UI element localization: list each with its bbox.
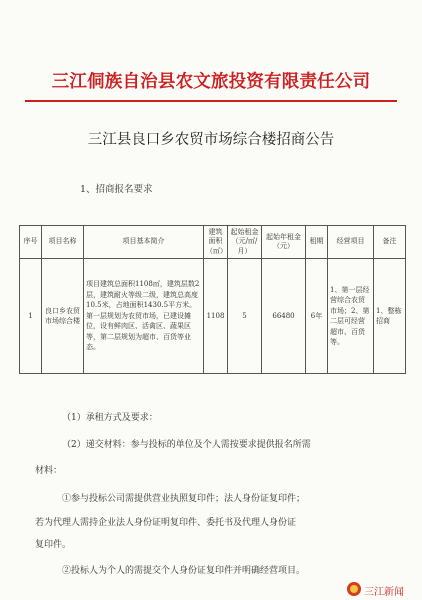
cell-project-intro <box>84 259 204 374</box>
watermark-logo <box>347 580 421 598</box>
header-area: 建筑面积（㎡） <box>204 226 228 259</box>
project-table <box>19 225 406 374</box>
cell-annual-rent: 66480 <box>262 259 306 374</box>
paragraph-materials-cont: 材料： <box>35 466 63 476</box>
paragraph-agent-docs: 若为代理人需持企业法人身份证明复印件、委托书及代理人身份证 <box>35 518 297 528</box>
cell-lease-term: 6年 <box>306 259 328 374</box>
cell-remarks: 1、整栋招商 <box>374 259 406 374</box>
paragraph-materials: （2）递交材料：参与投标的单位及个人需按要求提供报名所需 <box>62 440 311 450</box>
header-lease-term: 租期 <box>306 226 328 259</box>
intro-paragraph-1: 项目建筑总面积1108㎡，建筑层数2层，建筑耐火等级二级，建筑总高度10.5米，占地面积1430.5平方米。 <box>86 280 200 310</box>
header-project-intro: 项目基本简介 <box>84 226 204 259</box>
header-index: 序号 <box>20 226 42 259</box>
intro-paragraph-2: 第一层规划为农贸市场，已建设摊位，设有鲜肉区、活禽区、蔬果区等，第二层规划为超市、百货等业态。 <box>86 311 191 352</box>
company-header: 三江侗族自治县农文旅投资有限责任公司 <box>51 72 371 92</box>
cell-project-name: 良口乡农贸市场综合楼 <box>42 259 84 374</box>
header-project-name: 项目名称 <box>42 226 84 259</box>
table-header-row <box>20 226 406 259</box>
header-start-rent: 起始租金（元/㎡/月） <box>228 226 262 259</box>
paragraph-lease-method: （1）承租方式及要求： <box>62 413 158 423</box>
section-heading: 1、招商报名要求 <box>80 184 153 195</box>
paragraph-individual-docs: ②投标人为个人的需提交个人身份证复印件并明确经营项目。 <box>62 566 306 576</box>
header-annual-rent: 起始年租金（元） <box>262 226 306 259</box>
cell-index: 1 <box>20 259 42 374</box>
header-remarks: 备注 <box>374 226 406 259</box>
watermark-text: 三江新闻 <box>364 587 404 598</box>
header-rule <box>25 100 397 102</box>
cell-start-rent: 5 <box>228 259 262 374</box>
announcement-title: 三江县良口乡农贸市场综合楼招商公告 <box>87 132 335 148</box>
sanjiang-logo-icon <box>347 582 361 596</box>
paragraph-company-docs: ①参与投标公司需提供营业执照复印件；法人身份证复印件； <box>62 494 306 504</box>
header-business-scope: 经营项目 <box>328 226 374 259</box>
cell-area: 1108 <box>204 259 228 374</box>
cell-business-scope: 1、第一层经营综合农贸市场；2、第二层可经营超市、百货等。 <box>328 259 374 374</box>
table-row <box>20 259 406 374</box>
paragraph-agent-docs-cont: 复印件。 <box>35 540 72 550</box>
